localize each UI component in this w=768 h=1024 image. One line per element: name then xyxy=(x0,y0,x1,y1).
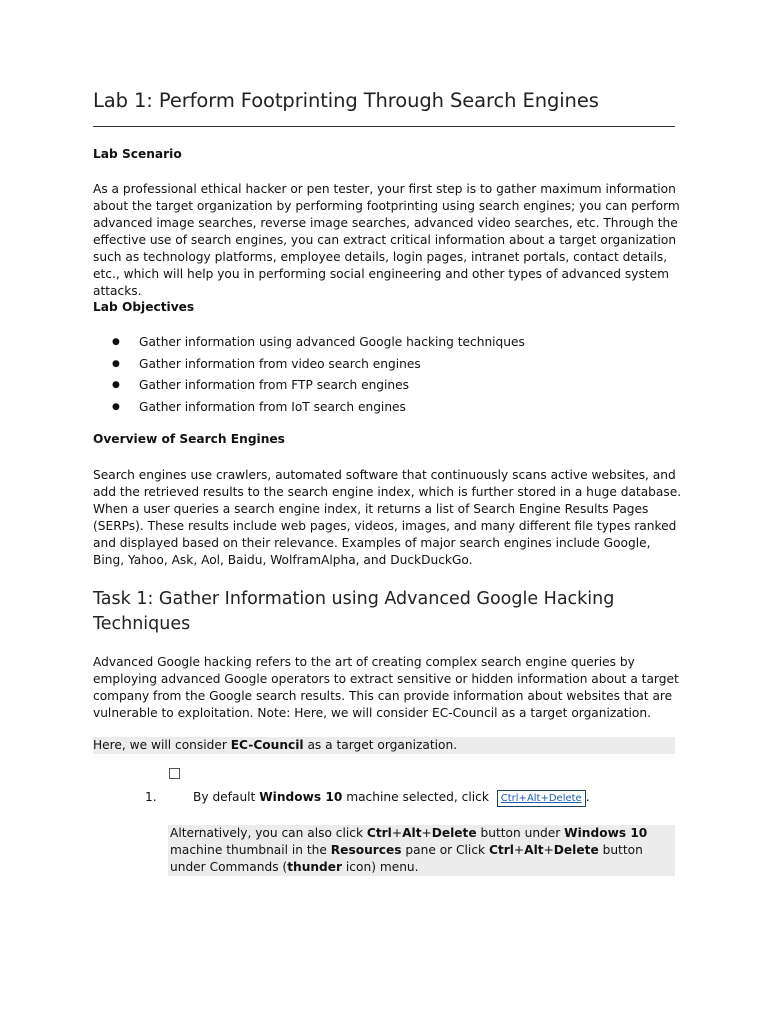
bullet-icon: ● xyxy=(112,337,120,347)
bullet-icon: ● xyxy=(112,380,120,390)
step-checkbox[interactable] xyxy=(169,768,180,779)
list-item: ● Gather information from video search engines xyxy=(112,356,525,378)
lab-scenario-text: As a professional ethical hacker or pen tester, your first step is to gather maximum information about the target organization by performing footprinting using search engines; you can perform advanced image searches, reverse image searches, advanced video searches, etc. Through the effective use of search engines, you can extract critical information about a target organization such as technology platforms, employee details, login pages, intranet portals, contact details, etc., which will help you in performing social engineering and other types of advanced system attacks. xyxy=(93,182,680,298)
bullet-icon: ● xyxy=(112,358,120,369)
target-note: Here, we will consider EC-Council as a target organization. xyxy=(93,737,675,754)
overview-text: Search engines use crawlers, automated software that continuously scans active websites, and add the retrieved results to the search engine index, which is further stored in a huge database. When a user queries a search engine index, it returns a list of Search Engine Results Pages (SERPs). These results include web pages, videos, images, and many different file types ranked and displayed based on their relevance. Examples of major search engines include Google, Bing, Yahoo, Ask, Aol, Baidu, WolframAlpha, and DuckDuckGo. xyxy=(93,468,682,567)
page-title: Lab 1: Perform Footprinting Through Search Engines xyxy=(93,89,599,112)
list-item: ● Gather information using advanced Google hacking techniques xyxy=(112,334,525,356)
overview-heading: Overview of Search Engines xyxy=(93,432,285,446)
step-number: 1. xyxy=(145,790,157,804)
list-item: ● Gather information from IoT search engines xyxy=(112,399,525,421)
title-divider xyxy=(93,126,675,127)
task1-title: Task 1: Gather Information using Advanced Google Hacking Techniques xyxy=(93,589,615,634)
objectives-list xyxy=(112,334,525,420)
alternative-note: Alternatively, you can also click Ctrl+Alt+Delete button under Windows 10 machine thumbnail in the Resources pane or Click Ctrl+Alt+Delete button under Commands (thunder icon) menu. xyxy=(168,825,675,876)
task1-text: Advanced Google hacking refers to the art of creating complex search engine queries by employing advanced Google operators to extract sensitive or hidden information about a target company from the Google search results. This can provide information about websites that are vulnerable to exploitation. Note: Here, we will consider EC-Council as a target organization. xyxy=(93,655,679,720)
step-1-text: By default Windows 10 machine selected, click Ctrl+Alt+Delete . xyxy=(193,789,590,807)
lab-objectives-heading: Lab Objectives xyxy=(93,300,195,314)
lab-scenario-heading: Lab Scenario xyxy=(93,147,182,161)
list-item: ● Gather information from FTP search engines xyxy=(112,377,525,399)
ctrl-alt-delete-button[interactable]: Ctrl+Alt+Delete xyxy=(497,790,586,807)
bullet-icon: ● xyxy=(112,401,120,412)
